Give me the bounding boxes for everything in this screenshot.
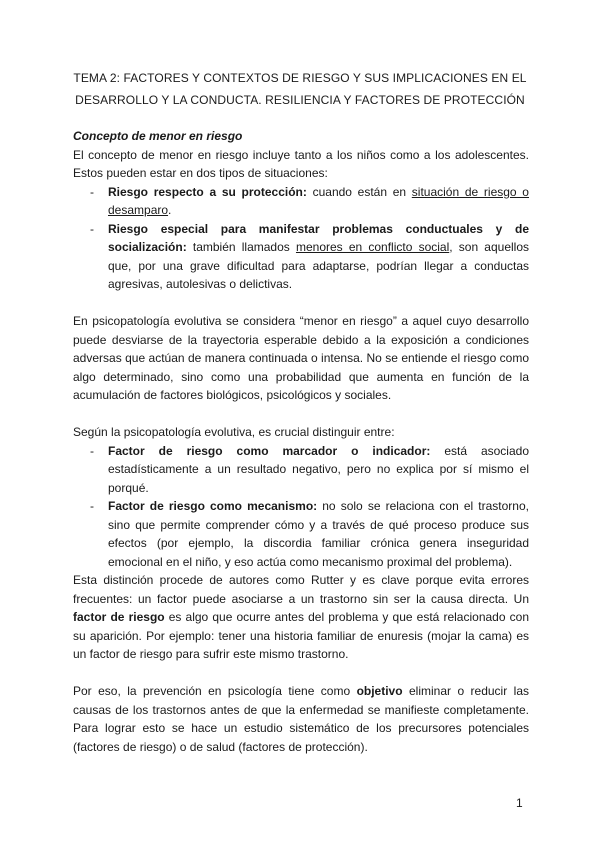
list-item (73, 442, 529, 498)
distinguish-intro: Según la psicopatología evolutiva, es crucial distinguir entre: (73, 425, 395, 439)
prevention-text-2: eliminar o reducir las causas de los trastornos antes de que la enfermedad se manifieste completamente. Para lograr esto se hace un estudio sistemático de los precursores potenciales (factores de riesgo) o de salud (factores de protección). (73, 684, 529, 754)
psychopathology-paragraph: En psicopatología evolutiva se considera “menor en riesgo” a aquel cuyo desarrollo puede desviarse de la trayectoria esperable debido a la exposición a condiciones adversas que actúan de manera continuada o intensa. No se entiende el riesgo como algo determinado, sino como una probabilidad que aumenta en función de la acumulación de factores biológicos, psicológicos y sociales. (73, 314, 529, 402)
section-heading: Concepto de menor en riesgo (73, 129, 243, 143)
situations-list (73, 183, 529, 294)
page-number: 1 (516, 796, 523, 810)
list-item (73, 497, 529, 571)
prevention-paragraph (73, 682, 529, 756)
situation-2-underlined: menores en conflicto social (295, 240, 450, 254)
dash-bullet: - (90, 443, 94, 458)
document-body (73, 127, 529, 756)
risk-factor-1-text: está asociado estadísticamente a un resultado negativo, pero no explica por sí mismo el porqué. (108, 443, 529, 495)
distinction-bold: factor de riesgo (73, 610, 165, 624)
document-title (70, 67, 530, 111)
risk-factors-list (73, 442, 529, 572)
situation-2-label: Riesgo especial para manifestar problemas conductuales y de socialización: (108, 221, 529, 254)
list-item (73, 183, 529, 220)
situation-2-text: también llamados (186, 240, 296, 254)
list-item (73, 220, 529, 294)
risk-factor-2-label: Factor de riesgo como mecanismo: (108, 499, 318, 513)
prevention-text-1: Por eso, la prevención en psicología tiene como (73, 684, 357, 698)
prevention-bold: objetivo (356, 684, 403, 698)
title-line-2: DESARROLLO Y LA CONDUCTA. RESILIENCIA Y FACTORES DE PROTECCIÓN (75, 93, 525, 107)
dash-bullet: - (90, 221, 94, 236)
intro-paragraph: El concepto de menor en riesgo incluye tanto a los niños como a los adolescentes. Estos pueden estar en dos tipos de situaciones: (73, 147, 529, 180)
situation-2-end: , son aquellos que, por una grave dificultad para adaptarse, podrían llegar a conductas agresivas, autolesivas o delictivas. (108, 240, 529, 291)
title-line-1: TEMA 2: FACTORES Y CONTEXTOS DE RIESGO Y SUS IMPLICACIONES EN EL (73, 71, 527, 85)
risk-factor-2-text: no solo se relaciona con el trastorno, sino que permite comprender cómo y a través de qué proceso produce sus efectos (por ejemplo, la discordia familiar crónica genera inseguridad emocional en el niño, y eso actúa como mecanismo proximal del problema). (108, 499, 529, 569)
situation-1-label: Riesgo respecto a su protección: (108, 184, 307, 199)
situation-1-underlined: situación de riesgo o desamparo (108, 184, 529, 217)
situation-1-text: cuando están en (306, 184, 412, 199)
situation-1-end: . (168, 203, 172, 217)
distinction-text-1: Esta distinción procede de autores como Rutter y es clave porque evita errores frecuentes: un factor puede asociarse a un trastorno sin ser la causa directa. Un (73, 573, 529, 606)
distinction-text-2: es algo que ocurre antes del problema y que está relacionado con su aparición. Por ejemplo: tener una historia familiar de enuresis (mojar la cama) es un factor de riesgo para sufrir este mismo trastorno. (73, 610, 529, 661)
risk-factor-1-label: Factor de riesgo como marcador o indicador: (108, 443, 431, 458)
distinction-paragraph (73, 571, 529, 664)
dash-bullet: - (90, 499, 94, 513)
dash-bullet: - (90, 184, 94, 199)
